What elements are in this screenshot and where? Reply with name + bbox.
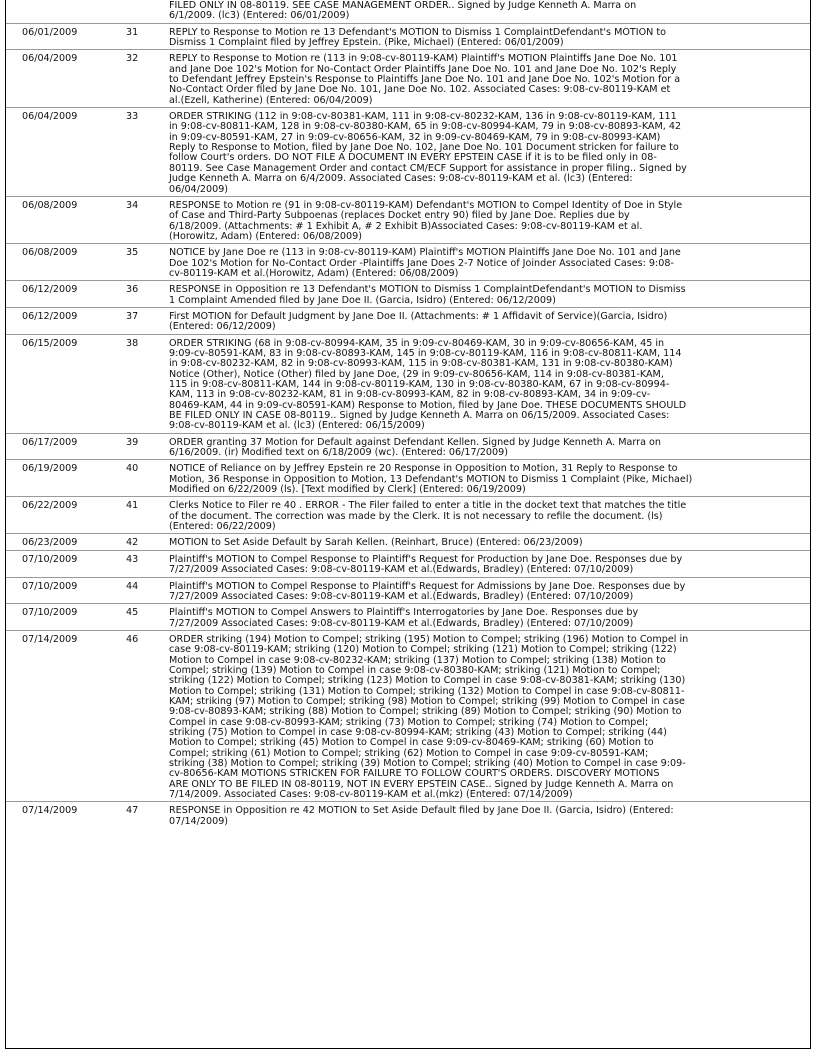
entry-number: 34 — [126, 199, 139, 211]
entry-date: 06/04/2009 — [22, 53, 78, 65]
docket-entry-row — [6, 108, 810, 197]
docket-entry-row — [6, 604, 810, 631]
entry-number: 43 — [126, 553, 139, 565]
entry-date: 06/04/2009 — [22, 111, 78, 123]
docket-body — [6, 0, 810, 828]
entry-text: RESPONSE to Motion re (91 in 9:08-cv-80119-KAM) Defendant's MOTION to Compel Identity of Doe in Style of Case and Third-Party Subpoenas (replaces Docket entry 90) filed by Jane Doe. Replies due by 6/18/2009. (Attachments: # 1 Exhibit A, # 2 Exhibit B)Associated Cases: 9:08-cv-80119-KAM et al. (Horowitz, Adam) (Entered: 06/08/2009) — [169, 199, 683, 242]
docket-entry-row — [6, 281, 810, 308]
entry-number: 35 — [126, 247, 139, 259]
entry-number: 46 — [126, 633, 139, 645]
docket-table — [6, 0, 810, 828]
continuation-date-cell — [6, 0, 126, 23]
entry-date: 06/12/2009 — [22, 284, 78, 296]
docket-entry-row — [6, 307, 810, 334]
entry-date: 06/22/2009 — [22, 500, 78, 512]
docket-entry-row — [6, 196, 810, 243]
entry-date: 07/14/2009 — [22, 805, 78, 817]
entry-text: RESPONSE in Opposition re 13 Defendant's MOTION to Dismiss 1 ComplaintDefendant's MOTION to Dismiss 1 Complaint Amended filed by Jane Doe II. (Garcia, Isidro) (Entered: 06/12/2009) — [169, 284, 686, 306]
entry-text: ORDER STRIKING (68 in 9:08-cv-80994-KAM, 35 in 9:09-cv-80469-KAM, 30 in 9:09-cv-80656-KAM, 45 in 9:09-cv-80591-KAM, 83 in 9:08-cv-80893-KAM, 145 in 9:08-cv-80119-KAM, 116 in 9:08-cv-80811-KAM, 114 in 9:08-cv-80232-KAM, 82 in 9:08-cv-80993-KAM, 115 in 9:08-cv-80381-KAM, 131 in 9:08-cv-80380-KAM) Notice (Other), Notice (Other) filed by Jane Doe, (29 in 9:09-cv-80656-KAM, 114 in 9:08-cv-80381-KAM, 115 in 9:08-cv-80811-KAM, 144 in 9:08-cv-80119-KAM, 130 in 9:08-cv-80380-KAM, 67 in 9:08-cv-80994- KAM, 113 in 9:08-cv-80232-KAM, 81 in 9:08-cv-80993-KAM, 82 in 9:08-cv-80893-KAM, 34 in 9:09-cv- 80469-KAM, 44 in 9:09-cv-80591-KAM) Response to Motion, filed by Jane Doe. THESE DOCUMENTS SHOULD BE FILED ONLY IN CASE 08-80119.. Signed by Judge Kenneth A. Marra on 06/15/2009. Associated Cases: 9:08-cv-80119-KAM et al. (lc3) (Entered: 06/15/2009) — [169, 337, 687, 432]
entry-date: 06/17/2009 — [22, 436, 78, 448]
docket-entry-row — [6, 50, 810, 108]
entry-text: NOTICE of Reliance on by Jeffrey Epstein re 20 Response in Opposition to Motion, 31 Reply to Response to Motion, 36 Response in Opposition to Motion, 13 Defendant's MOTION to Dismiss 1 Complaint (Pike, Michael) Modified on 6/22/2009 (ls). [Text modified by Clerk] (Entered: 06/19/2009) — [169, 463, 693, 496]
docket-entry-row — [6, 630, 810, 802]
docket-entry-row — [6, 460, 810, 497]
entry-text: First MOTION for Default Judgment by Jane Doe II. (Attachments: # 1 Affidavit of Service)(Garcia, Isidro) (Entered: 06/12/2009) — [169, 310, 668, 333]
entry-number: 32 — [126, 53, 139, 65]
entry-date: 06/19/2009 — [22, 463, 78, 475]
entry-date: 07/10/2009 — [22, 580, 78, 592]
entry-text: Clerks Notice to Filer re 40 . ERROR - The Filer failed to enter a title in the docket text that matches the title of the document. The correction was made by the Clerk. It is not necessary to refile the document. (ls) (Entered: 06/22/2009) — [169, 500, 687, 533]
entry-text: Plaintiff's MOTION to Compel Answers to Plaintiff's Interrogatories by Jane Doe. Responses due by 7/27/2009 Associated Cases: 9:08-cv-80119-KAM et al.(Edwards, Bradley) (Entered: 07/10/2009) — [169, 607, 639, 629]
entry-number: 39 — [126, 436, 139, 448]
entry-date: 06/15/2009 — [22, 337, 78, 349]
entry-date: 07/10/2009 — [22, 553, 78, 565]
entry-date: 06/12/2009 — [22, 310, 78, 322]
entry-number: 38 — [126, 337, 139, 349]
entry-number: 40 — [126, 463, 139, 475]
entry-text: ORDER striking (194) Motion to Compel; striking (195) Motion to Compel; striking (196) Motion to Compel in case 9:08-cv-80119-KAM; striking (120) Motion to Compel; striking (121) Motion to Compel; striking (122) Motion to Compel in case 9:08-cv-80232-KAM; striking (137) Motion to Compel; striking (138) Motion to Compel; striking (139) Motion to Compel in case 9:08-cv-80380-KAM; striking (121) Motion to Compel; striking (122) Motion to Compel; striking (123) Motion to Compel in case 9:08-cv-80381-KAM; striking (130) Motion to Compel; striking (131) Motion to Compel; striking (132) Motion to Compel in case 9:08-cv-80811- KAM; striking (97) Motion to Compel; striking (98) Motion to Compel; striking (99) Motion to Compel in case 9:08-cv-80893-KAM; striking (88) Motion to Compel; striking (89) Motion to Compel; striking (90) Motion to Compel in case 9:08-cv-80993-KAM; striking (73) Motion to Compel; striking (74) Motion to Compel; striking (75) Motion to Compel in case 9:08-cv-80994-KAM; striking (43) Motion to Compel; striking (44) Motion to Compel; striking (45) Motion to Compel in case 9:09-cv-80469-KAM; striking (60) Motion to Compel; striking (61) Motion to Compel; striking (62) Motion to Compel in case 9:09-cv-80591-KAM; striking (38) Motion to Compel; striking (39) Motion to Compel; striking (40) Motion to Compel in case 9:09- cv-80656-KAM MOTIONS STRICKEN FOR FAILURE TO FOLLOW COURT'S ORDERS. DISCOVERY MOTIONS ARE ONLY TO BE FILED IN 08-80119, NOT IN EVERY EPSTEIN CASE.. Signed by Judge Kenneth A. Marra on 7/14/2009. Associated Cases: 9:08-cv-80119-KAM et al.(mkz) (Entered: 07/14/2009) — [169, 633, 689, 801]
entry-number: 42 — [126, 537, 139, 549]
docket-page — [5, 0, 811, 1049]
entry-date: 06/08/2009 — [22, 247, 78, 259]
docket-continuation-text: FILED ONLY IN 08-80119. SEE CASE MANAGEMENT ORDER.. Signed by Judge Kenneth A. Marra on 6/1/2009. (lc3) (Entered: 06/01/2009) — [169, 0, 637, 22]
entry-text: REPLY to Response to Motion re (113 in 9:08-cv-80119-KAM) Plaintiff's MOTION Plaintiffs Jane Doe No. 101 and Jane Doe 102's Motion for No-Contact Order Plaintiffs Jane Doe No. 101 and Jane Doe No. 102's Reply to Defendant Jeffrey Epstein's Response to Plaintiffs Jane Doe No. 101 and Jane Doe No. 102's Motion for a No-Contact Order filed by Jane Doe No. 101, Jane Doe No. 102. Associated Cases: 9:08-cv-80119-KAM et al.(Ezell, Katherine) (Entered: 06/04/2009) — [169, 53, 681, 106]
entry-number: 41 — [126, 500, 139, 512]
entry-number: 45 — [126, 607, 139, 619]
entry-number: 36 — [126, 284, 139, 296]
entry-text: ORDER STRIKING (112 in 9:08-cv-80381-KAM, 111 in 9:08-cv-80232-KAM, 136 in 9:08-cv-80119-KAM, 111 in 9:08-cv-80811-KAM, 128 in 9:08-cv-80380-KAM, 65 in 9:08-cv-80994-KAM, 79 in 9:08-cv-80893-KAM, 42 in 9:09-cv-80591-KAM, 27 in 9:09-cv-80656-KAM, 32 in 9:09-cv-80469-KAM, 79 in 9:08-cv-80993-KAM) Reply to Response to Motion, filed by Jane Doe No. 102, Jane Doe No. 101 Document stricken for failure to follow Court's orders. DO NOT FILE A DOCUMENT IN EVERY EPSTEIN CASE if it is to be filed only in 08- 80119. See Case Management Order and contact CM/ECF Support for assistance in proper filing.. Signed by Judge Kenneth A. Marra on 6/4/2009. Associated Cases: 9:08-cv-80119-KAM et al. (lc3) (Entered: 06/04/2009) — [169, 111, 687, 195]
entry-number: 47 — [126, 805, 139, 817]
docket-entry-row — [6, 23, 810, 50]
entry-text: MOTION to Set Aside Default by Sarah Kellen. (Reinhart, Bruce) (Entered: 06/23/2009) — [169, 537, 583, 549]
entry-text: Plaintiff's MOTION to Compel Response to Plaintiff's Request for Admissions by Jane Doe. Responses due by 7/27/2009 Associated Cases: 9:08-cv-80119-KAM et al.(Edwards, Bradley) (Entered: 07/10/2009) — [169, 580, 686, 602]
docket-entry-row — [6, 550, 810, 577]
docket-entry-row — [6, 433, 810, 460]
docket-entry-row — [6, 497, 810, 534]
entry-number: 37 — [126, 310, 139, 322]
docket-entry-row — [6, 334, 810, 433]
entry-text: Plaintiff's MOTION to Compel Response to Plaintiff's Request for Production by Jane Doe. Responses due by 7/27/2009 Associated Cases: 9:08-cv-80119-KAM et al.(Edwards, Bradley) (Entered: 07/10/2009) — [169, 553, 683, 576]
entry-text: NOTICE by Jane Doe re (113 in 9:08-cv-80119-KAM) Plaintiff's MOTION Plaintiffs Jane Doe No. 101 and Jane Doe 102's Motion for No-Contact Order -Plaintiffs Jane Does 2-7 Notice of Joinder Associated Cases: 9:08- cv-80119-KAM et al.(Horowitz, Adam) (Entered: 06/08/2009) — [169, 247, 681, 279]
entry-date: 06/01/2009 — [22, 26, 78, 38]
entry-date: 06/23/2009 — [22, 537, 78, 549]
entry-number: 44 — [126, 580, 139, 592]
entry-text: REPLY to Response to Motion re 13 Defendant's MOTION to Dismiss 1 ComplaintDefendant's MOTION to Dismiss 1 Complaint filed by Jeffrey Epstein. (Pike, Michael) (Entered: 06/01/2009) — [169, 26, 667, 49]
continuation-number-cell — [126, 0, 169, 23]
entry-date: 06/08/2009 — [22, 199, 78, 211]
docket-entry-row — [6, 577, 810, 604]
entry-text: RESPONSE in Opposition re 42 MOTION to Set Aside Default filed by Jane Doe II. (Garcia, Isidro) (Entered: 07/14/2009) — [169, 805, 674, 827]
entry-date: 07/14/2009 — [22, 633, 78, 645]
docket-continuation-row — [6, 0, 810, 23]
entry-text: ORDER granting 37 Motion for Default against Defendant Kellen. Signed by Judge Kenneth A. Marra on 6/16/2009. (ir) Modified text on 6/18/2009 (wc). (Entered: 06/17/2009) — [169, 436, 661, 459]
entry-number: 31 — [126, 26, 139, 38]
entry-date: 07/10/2009 — [22, 607, 78, 619]
docket-entry-row — [6, 802, 810, 828]
docket-entry-row — [6, 534, 810, 550]
entry-number: 33 — [126, 111, 139, 123]
docket-entry-row — [6, 244, 810, 281]
